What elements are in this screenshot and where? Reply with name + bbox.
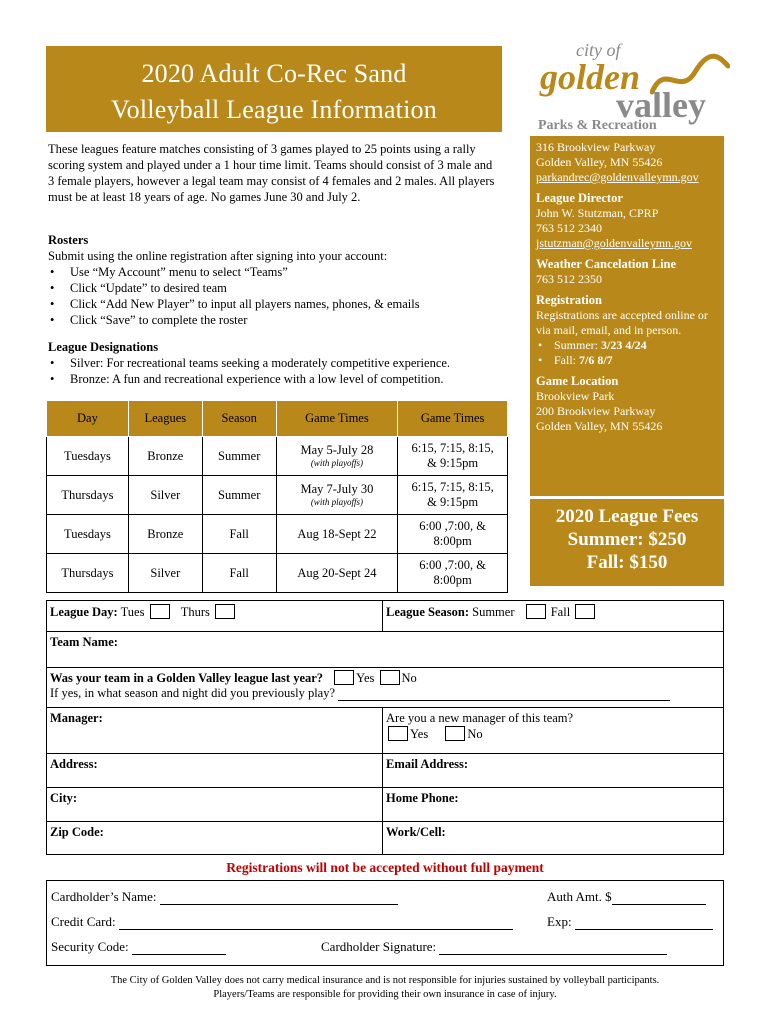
schedule-table [46, 400, 508, 593]
address-line1: 316 Brookview Parkway [536, 140, 656, 154]
cell-dates: Aug 18-Sept 22 [276, 515, 398, 554]
title-banner [46, 46, 502, 132]
designations-section [48, 339, 508, 387]
cell-times [398, 515, 508, 554]
list-item: • Click “Save” to complete the roster [48, 312, 500, 328]
address-row [47, 754, 723, 788]
exp-field [547, 914, 713, 930]
cell-season: Summer [202, 437, 276, 476]
cell-day: Thursdays [47, 476, 129, 515]
designations-list [48, 355, 508, 387]
col-header-day: Day [47, 401, 129, 437]
cell-league: Bronze [128, 437, 202, 476]
payment-notice: Registrations will not be accepted without full payment [226, 860, 544, 875]
table-row [47, 437, 508, 476]
footer-line1: The City of Golden Valley does not carry medical insurance and is not responsible for injuries sustained by volleyball participants. [110, 975, 660, 986]
rosters-heading: Rosters [48, 233, 89, 247]
cell-day: Tuesdays [47, 437, 129, 476]
cell-times [398, 554, 508, 593]
logo-city-of: city of [576, 40, 621, 60]
director-section [536, 191, 719, 251]
director-heading: League Director [536, 191, 623, 205]
footer-disclaimer [0, 974, 770, 1002]
location-line2: 200 Brookview Parkway [536, 404, 656, 418]
new-manager-question: Are you a new manager of this team? [386, 711, 574, 725]
page-title-line2: Volleyball League Information [111, 95, 437, 124]
summer-checkbox[interactable] [526, 604, 546, 619]
credit-card-field [51, 914, 513, 930]
intro-paragraph: These leagues feature matches consisting of 3 games played to 25 points using a rally scoring system and played under a 1 hour time limit. Teams should consist of 3 male and 3 female players, however a legal team may consist of 4 females and 2 males. All players must be at least 18 years of age. No games June 30 and July 2. [48, 142, 495, 204]
cell-league: Silver [128, 554, 202, 593]
col-header-season: Season [202, 401, 276, 437]
summer-dates: 3/23 4/24 [601, 338, 647, 352]
cell-dates: Aug 20-Sept 24 [276, 554, 398, 593]
work-cell-field[interactable] [383, 822, 723, 854]
credit-card-label: Credit Card: [51, 914, 116, 929]
fall-label: Fall: [554, 353, 580, 367]
team-name-row[interactable] [47, 632, 723, 668]
weather-heading: Weather Cancelation Line [536, 257, 677, 271]
list-item: • Click “Add New Player” to input all players names, phones, & emails [48, 296, 500, 312]
previous-league-row [47, 668, 723, 708]
cell-times [398, 437, 508, 476]
new-manager-yes-checkbox[interactable] [388, 726, 408, 741]
security-code-input[interactable] [132, 943, 226, 955]
league-season-label: League Season: [386, 605, 469, 619]
yes-label: Yes [410, 727, 429, 741]
no-label: No [401, 671, 417, 685]
security-code-label: Security Code: [51, 939, 129, 954]
home-phone-field[interactable] [383, 788, 723, 821]
designations-heading: League Designations [48, 340, 159, 354]
no-label: No [467, 727, 483, 741]
security-code-field [51, 939, 226, 955]
director-email-link[interactable]: jstutzman@goldenvalleymn.gov [536, 236, 693, 250]
manager-row [47, 708, 723, 754]
address-line2: Golden Valley, MN 55426 [536, 155, 663, 169]
email-label: Email Address: [386, 757, 469, 771]
cell-season: Fall [202, 515, 276, 554]
signature-label: Cardholder Signature: [321, 939, 437, 954]
table-row [47, 476, 508, 515]
logo-parks: Parks & Recreation [538, 118, 657, 133]
credit-card-input[interactable] [119, 918, 513, 930]
table-row [47, 515, 508, 554]
thurs-checkbox[interactable] [215, 604, 235, 619]
director-phone: 763 512 2340 [536, 221, 602, 235]
playoffs-note: (with playoffs) [310, 458, 364, 468]
logo-golden: golden [540, 57, 641, 97]
playoffs-note: (with playoffs) [310, 497, 364, 507]
fees-fall: Fall: $150 [586, 552, 668, 573]
cell-day: Tuesdays [47, 515, 129, 554]
cell-league: Bronze [128, 515, 202, 554]
city-row [47, 788, 723, 822]
times-line1: 6:15, 7:15, 8:15, [411, 441, 494, 455]
city-field[interactable] [47, 788, 383, 821]
location-section [536, 374, 719, 434]
team-name-label: Team Name: [50, 635, 118, 649]
fall-registration [536, 353, 719, 368]
table-header-row [47, 401, 508, 437]
dates-text: May 5-July 28 [300, 443, 374, 457]
footer-line2: Players/Teams are responsible for providing their own insurance in case of injury. [213, 989, 557, 1000]
city-label: City: [50, 791, 78, 805]
yes-checkbox[interactable] [334, 670, 354, 685]
league-fees [530, 496, 724, 574]
list-item: • Use “My Account” menu to select “Teams” [48, 264, 500, 280]
fees-title: 2020 League Fees [555, 506, 699, 527]
league-day-row [47, 601, 723, 632]
times-line2: 8:00pm [433, 573, 472, 587]
address-field[interactable] [47, 754, 383, 787]
registration-text: Registrations are accepted online or via mail, email, and in person. [536, 308, 708, 337]
times-line2: & 9:15pm [427, 495, 479, 509]
cardholder-name-input[interactable] [160, 893, 398, 905]
director-name: John W. Stutzman, CPRP [536, 206, 659, 220]
league-day-field [47, 601, 383, 631]
table-row [47, 554, 508, 593]
fall-dates: 7/6 8/7 [579, 353, 613, 367]
exp-input[interactable] [575, 918, 713, 930]
registration-dates [536, 338, 719, 368]
summer-option-label: Summer [469, 605, 515, 619]
list-item: • Silver: For recreational teams seeking a moderately competitive experience. [48, 355, 508, 371]
zip-row [47, 822, 723, 854]
registration-heading: Registration [536, 293, 602, 307]
cell-dates [276, 476, 398, 515]
city-logo [530, 40, 730, 136]
logo-valley: valley [616, 85, 706, 125]
times-line1: 6:00 ,7:00, & [419, 519, 486, 533]
rosters-section [48, 232, 500, 328]
fall-checkbox[interactable] [575, 604, 595, 619]
rosters-lead: Submit using the online registration after signing into your account: [48, 249, 388, 263]
previous-followup: If yes, in what season and night did you previously play? [50, 686, 336, 700]
rosters-list [48, 264, 500, 328]
cell-dates [276, 437, 398, 476]
zip-label: Zip Code: [50, 825, 104, 839]
cell-league: Silver [128, 476, 202, 515]
weather-phone: 763 512 2350 [536, 272, 602, 286]
fees-summer: Summer: $250 [567, 529, 687, 550]
exp-label: Exp: [547, 914, 572, 929]
cardholder-name-field [51, 889, 398, 905]
zip-field[interactable] [47, 822, 383, 854]
work-cell-label: Work/Cell: [386, 825, 446, 839]
home-phone-label: Home Phone: [386, 791, 459, 805]
weather-section [536, 257, 719, 287]
tues-label: Tues [117, 605, 145, 619]
times-line2: & 9:15pm [427, 456, 479, 470]
previous-season-input[interactable] [338, 689, 670, 701]
fall-option-label: Fall [550, 605, 571, 619]
contact-section [536, 140, 719, 185]
col-header-dates: Game Times [276, 401, 398, 437]
location-line3: Golden Valley, MN 55426 [536, 419, 663, 433]
signature-field [321, 939, 667, 955]
info-sidebar [530, 136, 724, 586]
auth-amt-field [547, 889, 706, 905]
times-line2: 8:00pm [433, 534, 472, 548]
no-checkbox[interactable] [380, 670, 400, 685]
summer-registration [536, 338, 719, 353]
col-header-times: Game Times [398, 401, 508, 437]
cell-season: Fall [202, 554, 276, 593]
league-season-field [383, 601, 723, 631]
times-line1: 6:00 ,7:00, & [419, 558, 486, 572]
cell-season: Summer [202, 476, 276, 515]
new-manager-no-checkbox[interactable] [445, 726, 465, 741]
location-heading: Game Location [536, 374, 619, 388]
times-line1: 6:15, 7:15, 8:15, [411, 480, 494, 494]
signature-input[interactable] [439, 943, 667, 955]
col-header-leagues: Leagues [128, 401, 202, 437]
email-field[interactable] [383, 754, 723, 787]
manager-label: Manager: [50, 711, 103, 725]
summer-label: Summer: [554, 338, 601, 352]
cardholder-name-label: Cardholder’s Name: [51, 889, 157, 904]
list-item: • Click “Update” to desired team [48, 280, 500, 296]
parks-email-link[interactable]: parkandrec@goldenvalleymn.gov [536, 170, 699, 184]
location-line1: Brookview Park [536, 389, 615, 403]
thurs-label: Thurs [180, 605, 210, 619]
cell-day: Thursdays [47, 554, 129, 593]
cell-times [398, 476, 508, 515]
payment-box [46, 880, 724, 966]
auth-amt-label: Auth Amt. $ [547, 889, 612, 904]
yes-label: Yes [356, 671, 375, 685]
registration-form [46, 600, 724, 855]
tues-checkbox[interactable] [150, 604, 170, 619]
league-day-label: League Day: [50, 605, 118, 619]
page-title-line1: 2020 Adult Co-Rec Sand [141, 59, 407, 88]
previous-question: Was your team in a Golden Valley league last year? [50, 671, 324, 685]
auth-amt-input[interactable] [612, 893, 706, 905]
list-item: • Bronze: A fun and recreational experience with a low level of competition. [48, 371, 508, 387]
dates-text: May 7-July 30 [300, 482, 374, 496]
new-manager-field [383, 708, 723, 753]
manager-field[interactable] [47, 708, 383, 753]
registration-section [536, 293, 719, 368]
address-label: Address: [50, 757, 98, 771]
